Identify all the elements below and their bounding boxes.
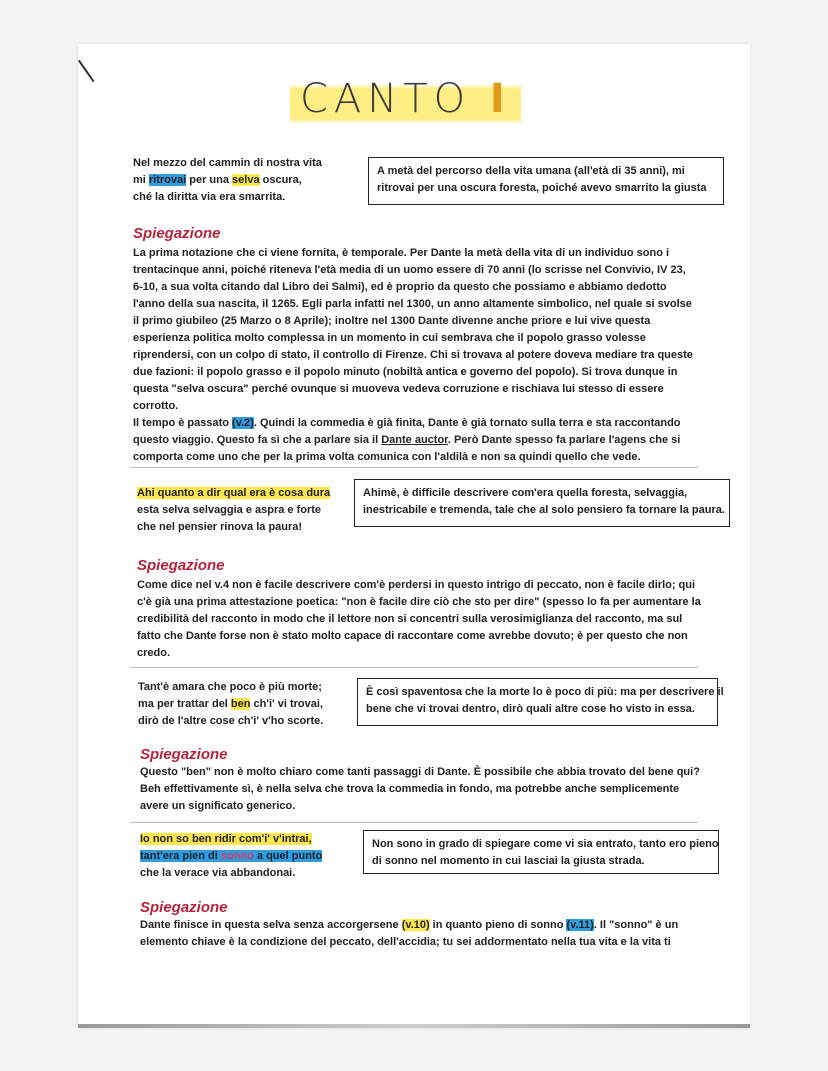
explanation-2: Come dice nel v.4 non è facile descrivere com'è perdersi in questo intrigo di peccato, non è facile dirlo; qui c'è già una prima attestazione poetica: "non è facile dire ciò che sto per dire" (spesso lo fa per aumentare la credibilità del racconto in modo che il lettore non si concentri sulla verosimiglianza del racconto, ma sul fatto che Dante forse non è stato molto capace di raccontare come avrebbe dovuto; è per questo che non credo. — [137, 579, 701, 659]
section-heading-4: Spiegazione — [140, 899, 228, 916]
paraphrase-box-2: Ahimè, è difficile descrivere com'era quella foresta, selvaggia, inestricabile e tremenda, tale che al solo pensiero fa tornare la paura. — [354, 479, 730, 527]
explanation-3: Questo "ben" non è molto chiaro come tanti passaggi di Dante. È possibile che abbia trovato del bene qui? Beh effettivamente sì, è nella selva che trova la commedia in fondo, ma potrebbe anche semplicemente avere un significato generico. — [140, 766, 700, 812]
paraphrase-box-1: A metà del percorso della vita umana (all'età di 35 anni), mi ritrovai per una oscura foresta, poiché avevo smarrito la giusta — [368, 157, 724, 205]
divider — [130, 667, 698, 668]
section-heading-1: Spiegazione — [133, 225, 221, 242]
paraphrase-box-3: È così spaventosa che la morte lo è poco di più: ma per descrivere il bene che vi trovai dentro, dirò quali altre cose ho visto in essa. — [357, 678, 718, 726]
verse-block-2: Ahi quanto a dir qual era è cosa dura esta selva selvaggia e aspra e forte che nel pensier rinova la paura! — [137, 487, 331, 533]
verse-block-1: Nel mezzo del cammin di nostra vita mi ritrovai per una selva oscura, ché la diritta via era smarrita. — [133, 157, 322, 203]
section-heading-2: Spiegazione — [137, 557, 225, 574]
page-title: CANTO I — [290, 74, 521, 124]
page-edge — [78, 1024, 750, 1028]
paraphrase-box-4: Non sono in grado di spiegare come vi sia entrato, tanto ero pieno di sonno nel momento in cui lasciai la giusta strada. — [363, 830, 719, 874]
explanation-4: Dante finisce in questa selva senza accorgersene (v.10) in quanto pieno di sonno (v.11). Il "sonno" è un elemento chiave è la condizione del peccato, dell'accidia; tu sei addormentato nella tua vita e la vita ti — [140, 919, 679, 948]
verse-block-4: Io non so ben ridir com'i' v'intrai, tant'era pien di sonno a quel punto che la verace via abbandonai. — [140, 833, 323, 879]
section-heading-3: Spiegazione — [140, 746, 228, 763]
divider — [130, 822, 698, 823]
divider — [130, 467, 698, 468]
explanation-1: La prima notazione che ci viene fornita, è temporale. Per Dante la metà della vita di un individuo sono i trentacinque anni, poiché riteneva l'età media di un uomo essere di 70 anni (lo scrisse nel Convivio, IV 23, 6-10, a sua volta citando dal Libro dei Salmi), ed è proprio da questo che possiamo e abbiamo dedotto l'anno della sua nascita, il 1265. Egli parla infatti nel 1300, un anno altamente simbolico, nel quale si svolse il primo giubileo (25 Marzo o 8 Aprile); inoltre nel 1300 Dante divenne anche priore e lui vive questa esperienza politica molto complessa in un momento in cui sembrava che il popolo grasso volesse riprendersi, con un colpo di stato, il controllo di Firenze. Chi si trovava al potere doveva mediare tra queste due fazioni: il popolo grasso e il popolo minuto (nobiltà antica e governo del popolo). Si trova dunque in questa "selva oscura" perché ovunque si muoveva vedeva corruzione e rischiava lui stesso di essere corrotto. Il tempo è passato (v.2). Quindi la commedia è già finita, Dante è già tornato sulla terra e sta raccontando questo viaggio. Questo fa sì che a parlare sia il Dante auctor. Però Dante spesso fa parlare l'agens che si comporta come uno che per la prima volta comunica con l'aldilà e non sa quindi quello che vede. — [133, 247, 693, 463]
title-mark: I — [489, 76, 511, 122]
verse-block-3: Tant'è amara che poco è più morte; ma per trattar del ben ch'i' vi trovai, dirò de l'altre cose ch'i' v'ho scorte. — [138, 681, 324, 727]
